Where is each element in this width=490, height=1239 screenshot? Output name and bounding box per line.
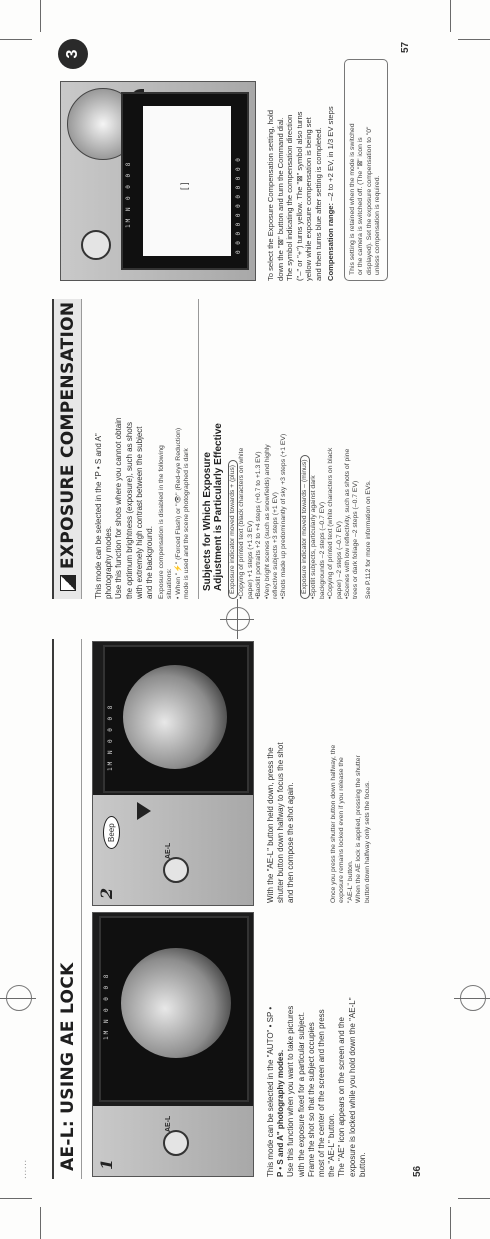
minus-label: Exposure indicator moved towards – (minus)	[300, 455, 310, 599]
lcd-screen	[121, 92, 249, 270]
text-line: yellow while exposure compensation is being set	[304, 117, 314, 281]
text-line: Use this function when you want to take pictures	[286, 1005, 296, 1177]
crop-mark	[458, 1198, 490, 1199]
note-line: paper) –2 steps (–0.7 EV)	[335, 521, 343, 599]
crop-mark	[40, 1207, 41, 1239]
range-value: –2 to +2 EV, in 1/3 EV steps	[325, 106, 335, 203]
minus-section	[300, 299, 373, 599]
subjects-title-line: Adjustment is Particularly Effective	[213, 423, 224, 591]
portrait-subject	[123, 665, 227, 769]
ael-button-icon	[163, 857, 189, 883]
step-number: 2	[97, 887, 116, 899]
crop-mark	[450, 1207, 451, 1239]
text-line: shutter button down halfway to focus the shot	[276, 742, 286, 903]
text-line: and then compose the shot again.	[286, 782, 296, 903]
exposure-compensation-icon	[60, 575, 76, 591]
crop-mark	[450, 0, 451, 32]
note-line: "AE-L" button.	[346, 860, 354, 903]
registration-mark-line	[454, 998, 490, 999]
note-line: trees or dark foliage –2 steps (–0.7 EV)	[352, 480, 360, 599]
note-line: button down halfway only sets the focus.	[363, 780, 371, 903]
plus-section	[228, 299, 289, 599]
note-line: When the AE lock is applied, pressing the shutter	[355, 755, 363, 903]
text-line: This mode can be selected in the "AUTO" • SP •	[266, 1006, 275, 1177]
note-line: Once you press the shutter button down halfway, the	[330, 744, 337, 903]
exposure-illustration	[60, 81, 256, 281]
note-line: •Scenes with low reflectivity, such as shots of pine	[344, 448, 352, 599]
text-line: with extremely high contrast between the subject	[134, 426, 144, 599]
registration-mark-line	[0, 998, 36, 999]
text-line: ("–" or "+") turns yellow. The "⊠" symbol also turns	[294, 111, 304, 281]
text-line: and then turns blue after setting is completed.	[313, 127, 323, 281]
note-line: unless compensation is required.	[374, 175, 382, 275]
ael-button-icon	[163, 1130, 189, 1156]
page-title-bar	[52, 639, 82, 1179]
camera-back	[93, 795, 253, 905]
see-reference: See P.112 for more information on EVs.	[364, 480, 372, 599]
text-line: To select the Exposure Compensation setting, hold	[266, 110, 275, 281]
text-line: and the background.	[145, 526, 155, 599]
note-line: displayed). Set the exposure compensation to "0"	[365, 126, 373, 275]
running-head: ......	[18, 1159, 29, 1179]
registration-mark-line	[237, 599, 238, 639]
intro-text	[266, 909, 368, 1177]
lcd-status: 1M N 0 0 0 8	[107, 703, 114, 771]
note-line: •Spotlit subjects, particularly against dark	[310, 475, 318, 599]
text-line: The "AE" icon appears on the screen and the	[337, 1016, 347, 1177]
note-line: •Backlit portraits +2 to +4 steps (+0.7 to +1.3 EV)	[255, 451, 263, 599]
note-line: reflective subjects +3 steps (+1 EV)	[272, 492, 280, 599]
note-line: paper) +1 steps (+1.3 EV)	[246, 520, 254, 599]
crop-mark	[458, 39, 490, 40]
plus-label: Exposure indicator moved towards + (plus)	[228, 460, 238, 599]
portrait-subject	[121, 948, 231, 1058]
note-line: • When "⚡" (Forced Flash) or "👁" (Red-eye Reduction)	[174, 427, 182, 599]
lcd-preview	[143, 106, 231, 256]
compensation-range	[326, 59, 336, 281]
intro-text	[94, 299, 155, 599]
ael-label: AE-L	[165, 842, 172, 859]
note-line: backgrounds –2 steps (–0.7 EV)	[318, 501, 326, 599]
divider	[198, 299, 199, 599]
text-line: Frame the shot so that the subject occupies	[306, 1022, 316, 1177]
text-line: down the "⊠" button and turn the Command dial.	[275, 117, 285, 281]
text-line: the "AE-L" button.	[327, 1113, 337, 1177]
crop-mark	[0, 39, 32, 40]
text-line: photography modes.	[104, 526, 114, 599]
text-line: button.	[357, 1152, 367, 1177]
page-title: EXPOSURE COMPENSATION	[57, 301, 78, 569]
crop-mark	[40, 0, 41, 32]
notes	[330, 641, 372, 903]
note-line: Exposure compensation is disabled in the following	[158, 445, 165, 599]
note-line: or the camera is switched off. (The "⊠" icon is	[357, 137, 365, 275]
text-line: the optimum brightness (exposure), such as shots	[124, 422, 134, 599]
subjects-title	[202, 423, 224, 591]
chapter-tab: 3	[58, 39, 88, 69]
text-line: The symbol indicating the compensation direction	[285, 114, 295, 281]
text-line: This mode can be selected in the "P • S and A"	[94, 433, 103, 599]
text-line: P • S and A" photography modes.	[276, 1049, 286, 1177]
instruction-text	[266, 59, 335, 281]
step2-illustration	[92, 641, 254, 906]
text-line: with the exposure fixed for a particular subject.	[296, 1012, 306, 1177]
text-line: exposure is locked while you hold down the "AE-L"	[347, 997, 357, 1177]
page-number: 57	[400, 41, 411, 53]
page-title: AE-L: USING AE LOCK	[57, 962, 78, 1171]
note-line: •Very bright scenes (such as snowfields) and highly	[263, 444, 271, 599]
focus-frame: [ ]	[179, 182, 189, 190]
note-line: •Shots made up predominantly of sky +3 steps (+1 EV)	[280, 433, 288, 599]
note-line: exposure remains locked even if you release the	[338, 757, 346, 903]
text-line: most of the center of the screen and then press	[317, 1009, 327, 1177]
lcd-status: 1M N 0 0 0 8	[125, 160, 132, 228]
text-line: Use this function for shots where you cannot obtain	[114, 417, 124, 599]
lcd-screen	[99, 916, 249, 1102]
disabled-note	[158, 299, 192, 599]
lcd-screen	[103, 645, 249, 793]
beep-bubble: Beep	[103, 816, 120, 849]
ev-scale: 0 0 0 0 0 0 0 0 0 0 0	[235, 157, 242, 254]
step1-illustration	[92, 912, 254, 1177]
note-line: situations:	[166, 568, 174, 599]
ael-label: AE-L	[165, 1115, 172, 1132]
exposure-button-icon	[81, 230, 111, 260]
page-number: 56	[412, 1165, 423, 1177]
crop-mark	[0, 1198, 32, 1199]
range-label: Compensation range:	[325, 202, 335, 281]
note-line: •Copying of printed text (white characters on black	[327, 447, 335, 599]
note-line: mode is used and the scene photographed is dark	[183, 448, 191, 599]
lcd-status: 1M N 0 0 0 8	[103, 972, 110, 1040]
note-line: •Copying of printed text (black characters on white	[238, 447, 246, 599]
note-line: This setting is retained when the mode is switched	[349, 123, 356, 275]
step-number: 1	[97, 1158, 116, 1170]
step2-text	[266, 641, 297, 903]
page-title-bar	[52, 299, 82, 599]
text-line: With the "AE-L" button held down, press the	[266, 747, 275, 903]
arrow-down-icon	[137, 802, 151, 820]
retained-setting-box	[344, 59, 388, 281]
subjects-title-line: Subjects for Which Exposure	[202, 452, 213, 591]
